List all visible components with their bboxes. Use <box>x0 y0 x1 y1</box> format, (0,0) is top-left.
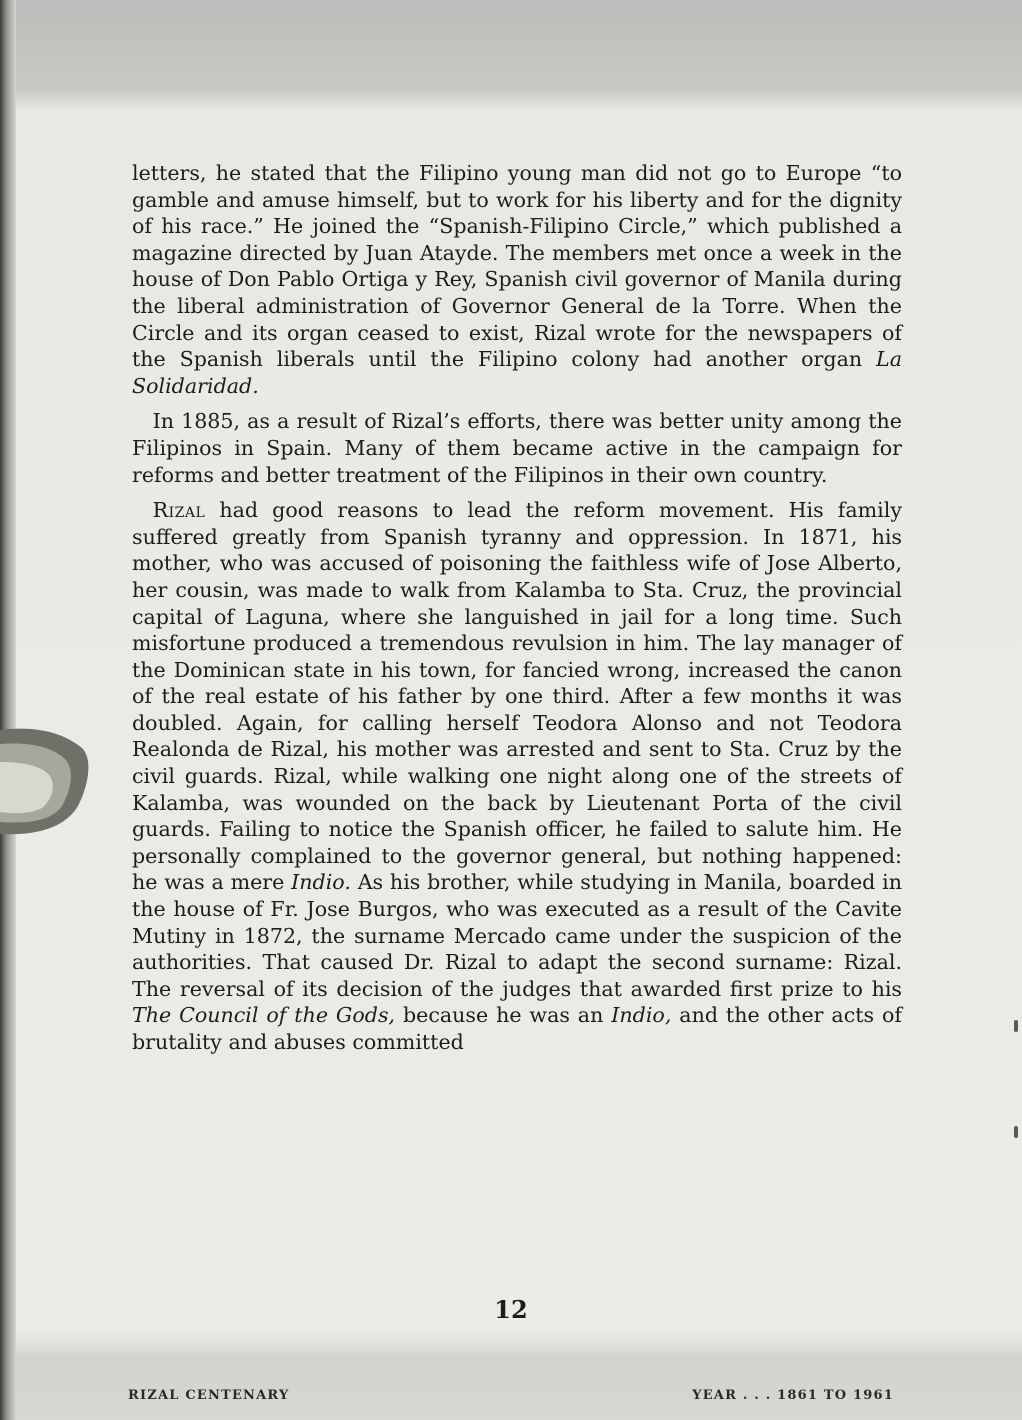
page-number: 12 <box>494 1295 528 1324</box>
paragraph-2-text: In 1885, as a result of Rizal’s efforts, there was better unity among the Filipinos in Spain. Many of them became active in the campaign for reforms and better treatment of the Filipinos in their own country. <box>132 409 902 487</box>
paragraph-3-segment-1: had good reasons to lead the reform movement. His family suffered greatly from Spanish tyranny and oppression. In 1871, his mother, who was accused of poisoning the faithless wife of Jose Alberto, her cousin, was made to walk from Kalamba to Sta. Cruz, the provincial capital of Laguna, where she languished in jail for a long time. Such misfortune produced a tremendous revulsion in him. The lay manager of the Dominican state in his town, for fancied wrong, increased the canon of the real estate of his father by one third. After a few months it was doubled. Again, for calling herself Teodora Alonso and not Teodora Realonda de Rizal, his mother was arrested and sent to Sta. Cruz by the civil guards. Rizal, while walking one night along one of the streets of Kalamba, was wounded on the back by Lieutenant Porta of the civil guards. Failing to notice the Spanish officer, he failed to salute him. He personally complained to the governor general, but nothing happened: he was a mere <box>132 498 902 895</box>
paragraph-1-text: letters, he stated that the Filipino young man did not go to Europe “to gamble and amuse himself, but to work for his liberty and for the dignity of his race.” He joined the “Spanish-Filipino Circle,” which published a magazine directed by Juan Atayde. The members met once a week in the house of Don Pablo Ortiga y Rey, Spanish civil governor of Manila during the liberal administration of Governor General de la Torre. When the Circle and its organ ceased to exist, Rizal wrote for the newspapers of the Spanish liberals until the Filipino colony had another organ <box>132 161 902 372</box>
paragraph-3-segment-2: As his brother, while studying in Manila, boarded in the house of Fr. Jose Burgos, who was executed as a result of the Cavite Mutiny in 1872, the surname Mercado came under the suspicion of the authorities. That caused Dr. Rizal to adapt the second surname: Rizal. The reversal of its decision of the judges that awarded first prize to his <box>132 870 902 1001</box>
paragraph-3-italic-3: Indio, <box>611 1003 672 1028</box>
paragraph-3-lead: Rizal <box>152 498 206 523</box>
paragraph-3-segment-4: and the other acts of brutality and abuses committed <box>132 1003 902 1054</box>
paragraph-3-italic-1: Indio. <box>291 870 351 895</box>
footer-right-years: YEAR . . . 1861 TO 1961 <box>692 1388 894 1403</box>
footer-left-title: RIZAL CENTENARY <box>128 1388 290 1403</box>
paragraph-3-italic-2: The Council of the Gods, <box>132 1003 396 1028</box>
book-spine-edge <box>0 0 16 1420</box>
paragraph-2 <box>132 408 902 488</box>
body-text <box>132 160 902 1056</box>
page-edge-mark <box>1014 1020 1018 1032</box>
paragraph-3 <box>132 497 902 1055</box>
paragraph-3-segment-3: because he was an <box>395 1003 612 1028</box>
paragraph-1 <box>132 160 902 399</box>
paragraph-1-italic: La Solidaridad. <box>132 347 902 398</box>
bookmark-ribbon <box>0 722 96 840</box>
page-edge-mark <box>1014 1126 1018 1138</box>
